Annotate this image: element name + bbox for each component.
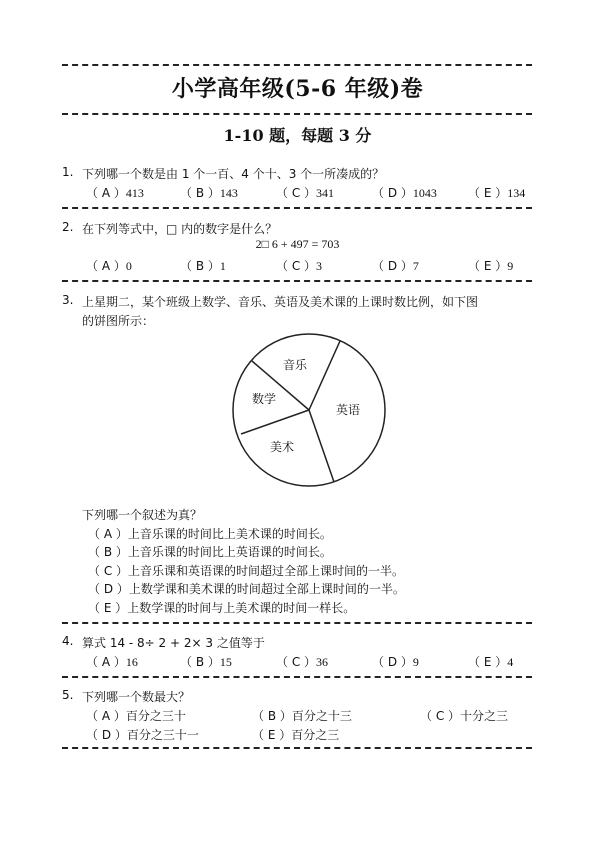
q4-option-b: （ B ）15 <box>180 655 232 669</box>
q5-option-a: （ A ）百分之三十 <box>86 709 186 723</box>
q3-number: 3. <box>62 293 74 307</box>
divider-q3 <box>62 622 532 624</box>
q5-option-b: （ B ）百分之十三 <box>252 709 352 723</box>
divider-q2 <box>62 280 532 282</box>
q1-option-e: （ E ）134 <box>468 186 526 200</box>
q4-option-e: （ E ）4 <box>468 655 514 669</box>
q3-statement-a: （ A ）上音乐课的时间比上美术课的时间长。 <box>88 527 332 541</box>
q1-option-d: （ D ）1043 <box>372 186 437 200</box>
pie-label-art: 美术 <box>270 440 295 454</box>
divider-title <box>62 113 532 115</box>
q5-text: 下列哪一个数最大？ <box>82 690 191 704</box>
divider-top <box>62 64 532 66</box>
q5-option-e: （ E ）百分之三 <box>252 728 340 742</box>
q4-option-d: （ D ）9 <box>372 655 419 669</box>
divider-q1 <box>62 207 532 209</box>
q3-statement-c: （ C ）上音乐课和英语课的时间超过全部上课时间的一半。 <box>88 564 405 578</box>
q5-option-c: （ C ）十分之三 <box>420 709 509 723</box>
pie-label-english: 英语 <box>336 403 361 417</box>
q1-option-c: （ C ）341 <box>276 186 335 200</box>
q1-number: 1. <box>62 165 74 179</box>
q2-text: 在下列等式中，□ 内的数字是什么？ <box>82 222 278 236</box>
q4-text: 算式 14 - 8÷ 2 + 2× 3 之值等于 <box>82 636 265 650</box>
divider-bottom <box>62 747 532 749</box>
q3-pie-chart <box>230 331 390 491</box>
q3-text-line1: 上星期二，某个班级上数学、音乐、英语及美术课的上课时数比例，如下图 <box>82 295 479 309</box>
q3-statement-b: （ B ）上音乐课的时间比上英语课的时间长。 <box>88 545 332 559</box>
q4-number: 4. <box>62 634 74 648</box>
q2-option-e: （ E ）9 <box>468 259 514 273</box>
q2-option-c: （ C ）3 <box>276 259 323 273</box>
q4-option-c: （ C ）36 <box>276 655 329 669</box>
q5-option-d: （ D ）百分之三十一 <box>86 728 199 742</box>
q5-number: 5. <box>62 688 74 702</box>
q2-option-d: （ D ）7 <box>372 259 419 273</box>
q2-number: 2. <box>62 220 74 234</box>
divider-q4 <box>62 676 532 678</box>
q2-option-a: （ A ）0 <box>86 259 132 273</box>
pie-label-music: 音乐 <box>283 358 308 372</box>
q3-statement-e: （ E ）上数学课的时间与上美术课的时间一样长。 <box>88 601 356 615</box>
q3-statement-d: （ D ）上数学课和美术课的时间超过全部上课时间的一半。 <box>88 582 405 596</box>
q2-equation: 2□ 6 + 497 = 703 <box>255 237 340 251</box>
q1-option-b: （ B ）143 <box>180 186 238 200</box>
q4-option-a: （ A ）16 <box>86 655 138 669</box>
pie-label-math: 数学 <box>252 392 277 406</box>
q3-text-line2: 的饼图所示： <box>82 314 155 328</box>
q1-text: 下列哪一个数是由 1 个一百、4 个十、3 个一所凑成的？ <box>82 167 385 181</box>
q1-option-a: （ A ）413 <box>86 186 144 200</box>
section-subtitle: 1-10 题，每题 3 分 <box>223 126 372 145</box>
page-title: 小学高年级(5-6 年级)卷 <box>171 76 424 102</box>
q3-prompt: 下列哪一个叙述为真？ <box>82 508 203 522</box>
q2-option-b: （ B ）1 <box>180 259 226 273</box>
